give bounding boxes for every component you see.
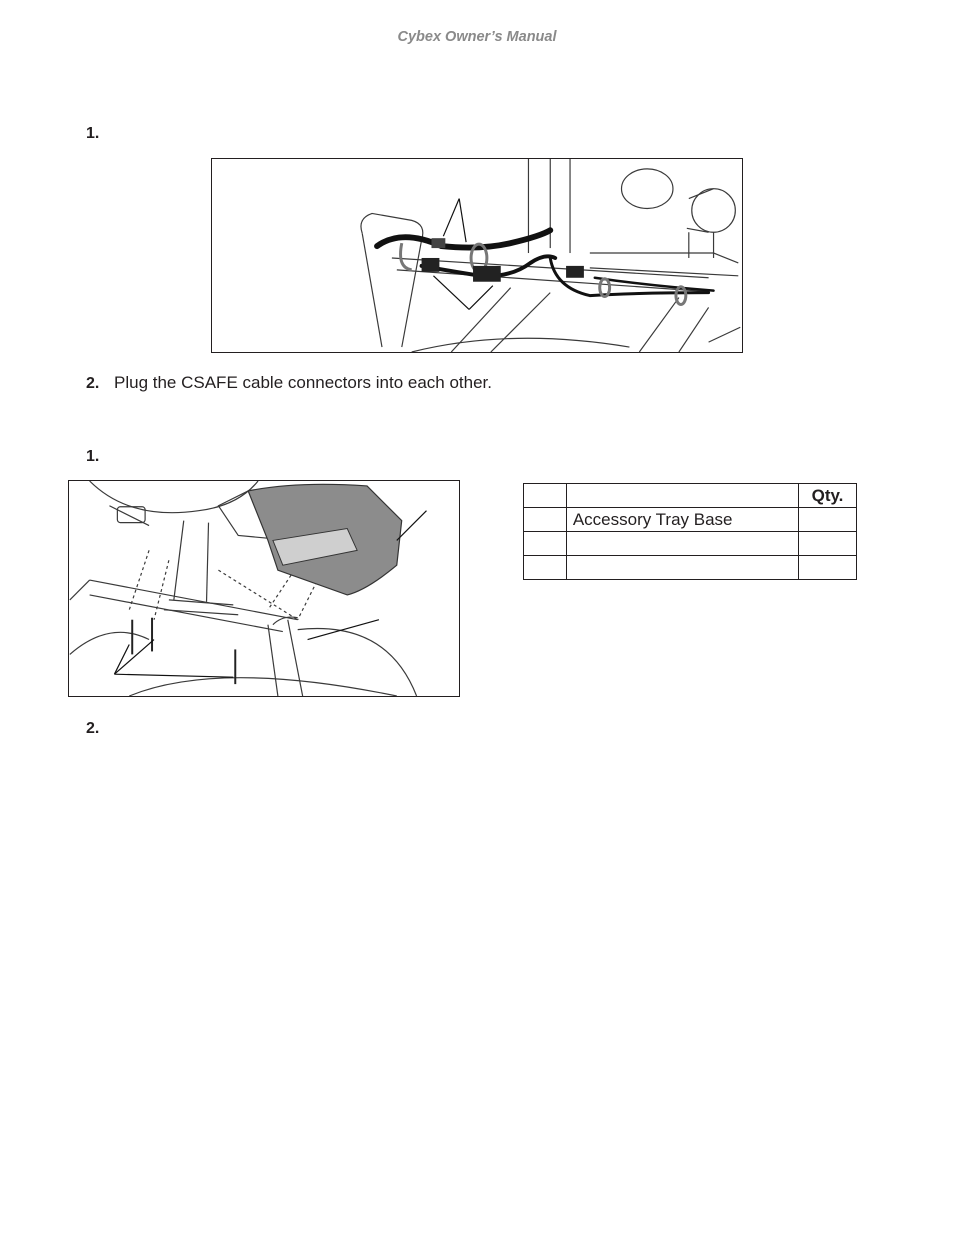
accessory-tray-illustration — [69, 481, 459, 696]
table-header-description — [566, 484, 798, 508]
table-cell-description: Accessory Tray Base — [566, 508, 798, 532]
table-cell-item — [524, 556, 567, 580]
table-cell-description — [566, 556, 798, 580]
parts-table — [523, 483, 857, 580]
table-row — [524, 556, 857, 580]
table-row — [524, 532, 857, 556]
table-cell-qty — [799, 532, 857, 556]
step-2-number-accessory: 2. — [86, 720, 100, 737]
step-1-number-accessory: 1. — [86, 448, 100, 465]
step-2-text: Plug the CSAFE cable connectors into each other. — [114, 373, 493, 392]
csafe-cable-illustration — [212, 159, 742, 352]
accessory-tray-figure — [68, 480, 460, 697]
table-header-qty: Qty. — [799, 484, 857, 508]
table-cell-qty — [799, 556, 857, 580]
table-cell-description — [566, 532, 798, 556]
page-header-title: Cybex Owner’s Manual — [397, 29, 557, 45]
table-row — [524, 508, 857, 532]
step-2-number: 2. — [86, 375, 100, 392]
table-header-row — [524, 484, 857, 508]
table-cell-qty — [799, 508, 857, 532]
csafe-cable-figure — [211, 158, 743, 353]
table-cell-item — [524, 532, 567, 556]
table-cell-item — [524, 508, 567, 532]
step-1-number: 1. — [86, 125, 100, 142]
table-header-item — [524, 484, 567, 508]
